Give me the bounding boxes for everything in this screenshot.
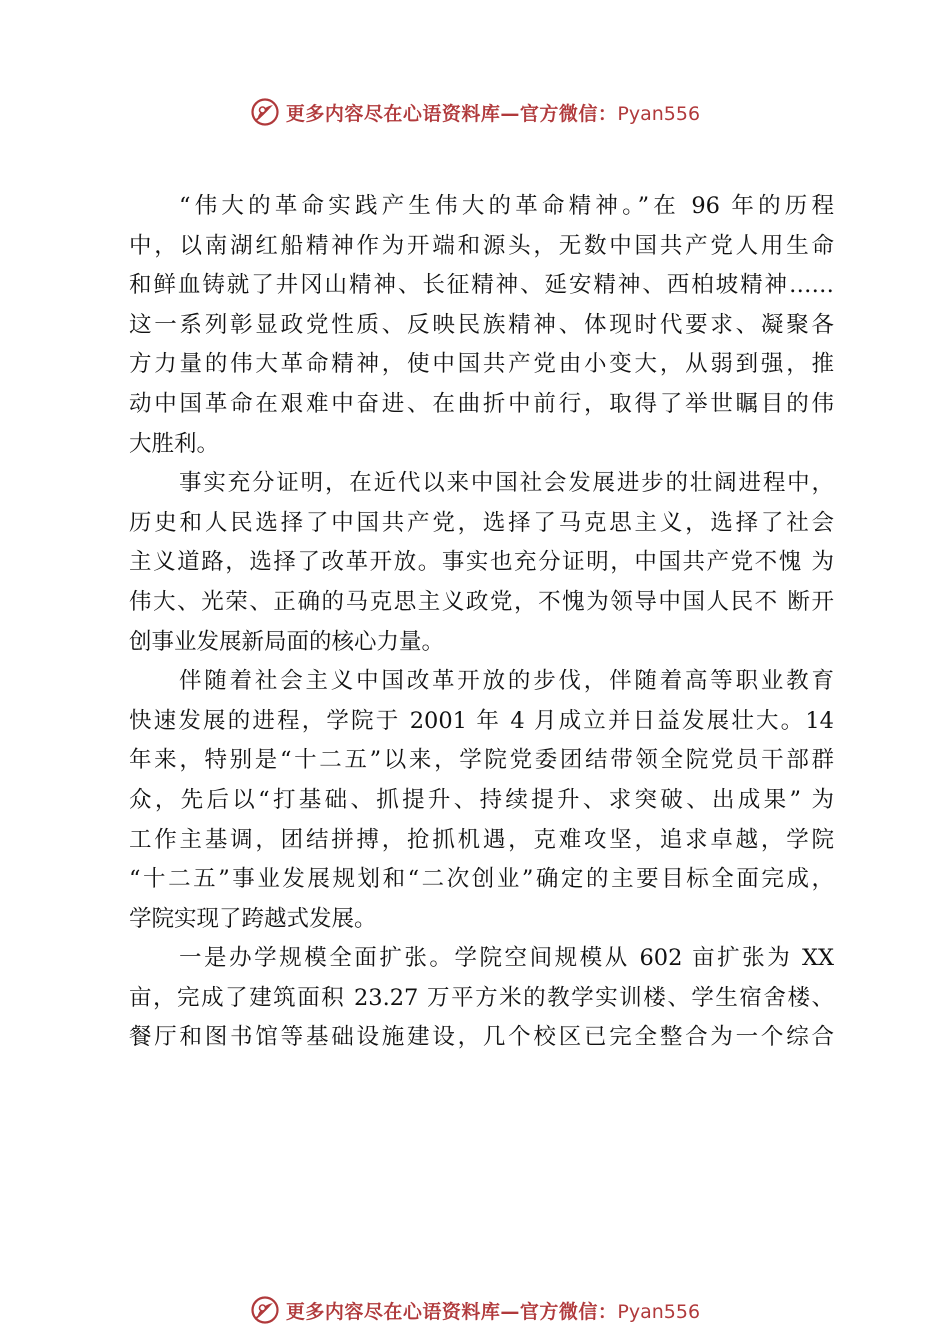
text-line: 工作主基调，团结拼搏，抢抓机遇，克难攻坚，追求卓越，学院	[129, 826, 834, 853]
paragraph-4	[129, 939, 834, 1058]
paragraph-3	[129, 662, 834, 939]
text-line: 众，先后以“打基础、抓提升、持续提升、求突破、出成果” 为	[129, 786, 834, 813]
footer-wechat-id: Pyan556	[617, 1300, 701, 1323]
text-line: “伟大的革命实践产生伟大的革命精神。”在 96 年的历程	[179, 193, 834, 219]
document-body	[129, 187, 834, 1058]
text-line: 学院实现了跨越式发展。	[129, 905, 377, 932]
text-line: 这一系列彰显政党性质、反映民族精神、体现时代要求、凝聚各	[129, 311, 834, 338]
text-line: 亩，完成了建筑面积 23.27 万平方米的教学实训楼、学生宿舍楼、	[129, 984, 834, 1011]
paragraph-1	[129, 187, 834, 464]
text-line: 创事业发展新局面的核心力量。	[129, 628, 445, 655]
text-line: 历史和人民选择了中国共产党，选择了马克思主义，选择了社会	[129, 509, 834, 536]
text-line: 主义道路，选择了改革开放。事实也充分证明，中国共产党不愧 为	[129, 549, 834, 576]
text-line: 年来，特别是“十二五”以来，学院党委团结带领全院党员干部群	[129, 747, 834, 774]
text-line: 方力量的伟大革命精神，使中国共产党由小变大，从弱到强，推	[129, 351, 834, 378]
text-line: 伟大、光荣、正确的马克思主义政党，不愧为领导中国人民不 断开	[129, 588, 834, 615]
footer-banner-text: 更多内容尽在心语资料库—官方微信：Pyan556	[285, 1300, 701, 1323]
footer-banner	[0, 1290, 950, 1330]
text-line: 中，以南湖红船精神作为开端和源头，无数中国共产党人用生命	[129, 232, 834, 259]
text-line: 事实充分证明，在近代以来中国社会发展进步的壮阔进程中，	[179, 470, 834, 497]
text-line: 大胜利。	[129, 430, 220, 457]
text-line: 餐厅和图书馆等基础设施建设，几个校区已完全整合为一个综合	[129, 1024, 834, 1051]
header-banner-text: 更多内容尽在心语资料库—官方微信：Pyan556	[285, 102, 701, 125]
text-line: 一是办学规模全面扩张。学院空间规模从 602 亩扩张为 XX	[179, 945, 834, 972]
text-line: “十二五”事业发展规划和“二次创业”确定的主要目标全面完成，	[129, 866, 834, 893]
text-line: 动中国革命在艰难中奋进、在曲折中前行，取得了举世瞩目的伟	[129, 390, 834, 417]
text-line: 快速发展的进程，学院于 2001 年 4 月成立并日益发展壮大。14	[129, 707, 834, 734]
paragraph-2	[129, 464, 834, 662]
text-line: 和鲜血铸就了井冈山精神、长征精神、延安精神、西柏坡精神……	[129, 272, 834, 299]
header-wechat-id: Pyan556	[617, 102, 701, 125]
brush-seal-logo-icon	[250, 97, 280, 127]
text-line: 伴随着社会主义中国改革开放的步伐，伴随着高等职业教育	[179, 668, 834, 695]
brush-seal-logo-icon	[250, 1295, 280, 1325]
header-banner	[0, 92, 950, 132]
